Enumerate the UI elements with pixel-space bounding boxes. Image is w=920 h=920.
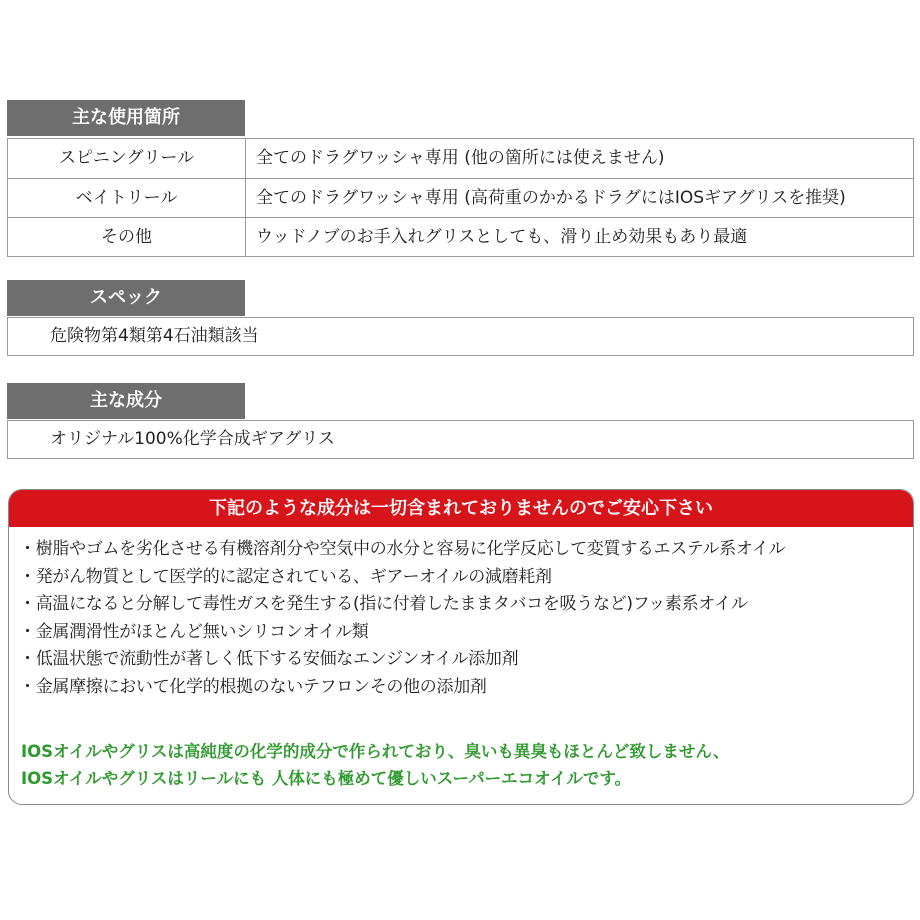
usage-value: 全てのドラグワッシャ専用 (高荷重のかかるドラグにはIOSギアグリスを推奨) xyxy=(256,188,846,208)
list-item: ・発がん物質として医学的に認定されている、ギアーオイルの減磨耗剤 xyxy=(19,566,552,587)
list-item: ・低温状態で流動性が著しく低下する安価なエンジンオイル添加剤 xyxy=(19,649,519,669)
table-row xyxy=(8,139,913,178)
eco-line: IOSオイルやグリスは高純度の化学的成分で作られており、臭いも異臭もほとんど致しません、 xyxy=(21,742,730,761)
notice-box xyxy=(8,489,914,805)
usage-label: ベイトリール xyxy=(8,179,246,217)
table-row xyxy=(8,178,913,217)
usage-table xyxy=(7,138,914,257)
list-item: ・金属摩擦において化学的根拠のないテフロンその他の添加剤 xyxy=(19,676,487,697)
ingredients-value: オリジナル100%化学合成ギアグリス xyxy=(7,420,914,459)
notice-header: 下記のような成分は一切含まれておりませんのでご安心下さい xyxy=(9,490,913,527)
usage-value: ウッドノブのお手入れグリスとしても、滑り止め効果もあり最適 xyxy=(256,227,748,247)
usage-label: その他 xyxy=(8,218,246,256)
spec-section-header: スペック xyxy=(7,280,245,316)
ingredients-section-header: 主な成分 xyxy=(7,383,245,419)
eco-message xyxy=(21,738,729,792)
eco-line: IOSオイルやグリスはリールにも 人体にも極めて優しいスーパーエコオイルです。 xyxy=(21,769,632,788)
usage-value: 全てのドラグワッシャ専用 (他の箇所には使えません) xyxy=(256,148,665,168)
table-row xyxy=(8,217,913,256)
list-item: ・高温になると分解して毒性ガスを発生する(指に付着したままタバコを吸うなど)フッ素系オイル xyxy=(19,594,748,614)
usage-section-header: 主な使用箇所 xyxy=(7,100,245,136)
list-item: ・樹脂やゴムを劣化させる有機溶剤分や空気中の水分と容易に化学反応して変質するエステル系オイル xyxy=(19,539,786,559)
notice-list xyxy=(9,527,913,701)
spec-value: 危険物第4類第4石油類該当 xyxy=(7,317,914,356)
usage-label: スピニングリール xyxy=(8,139,246,178)
list-item: ・金属潤滑性がほとんど無いシリコンオイル類 xyxy=(19,621,369,642)
